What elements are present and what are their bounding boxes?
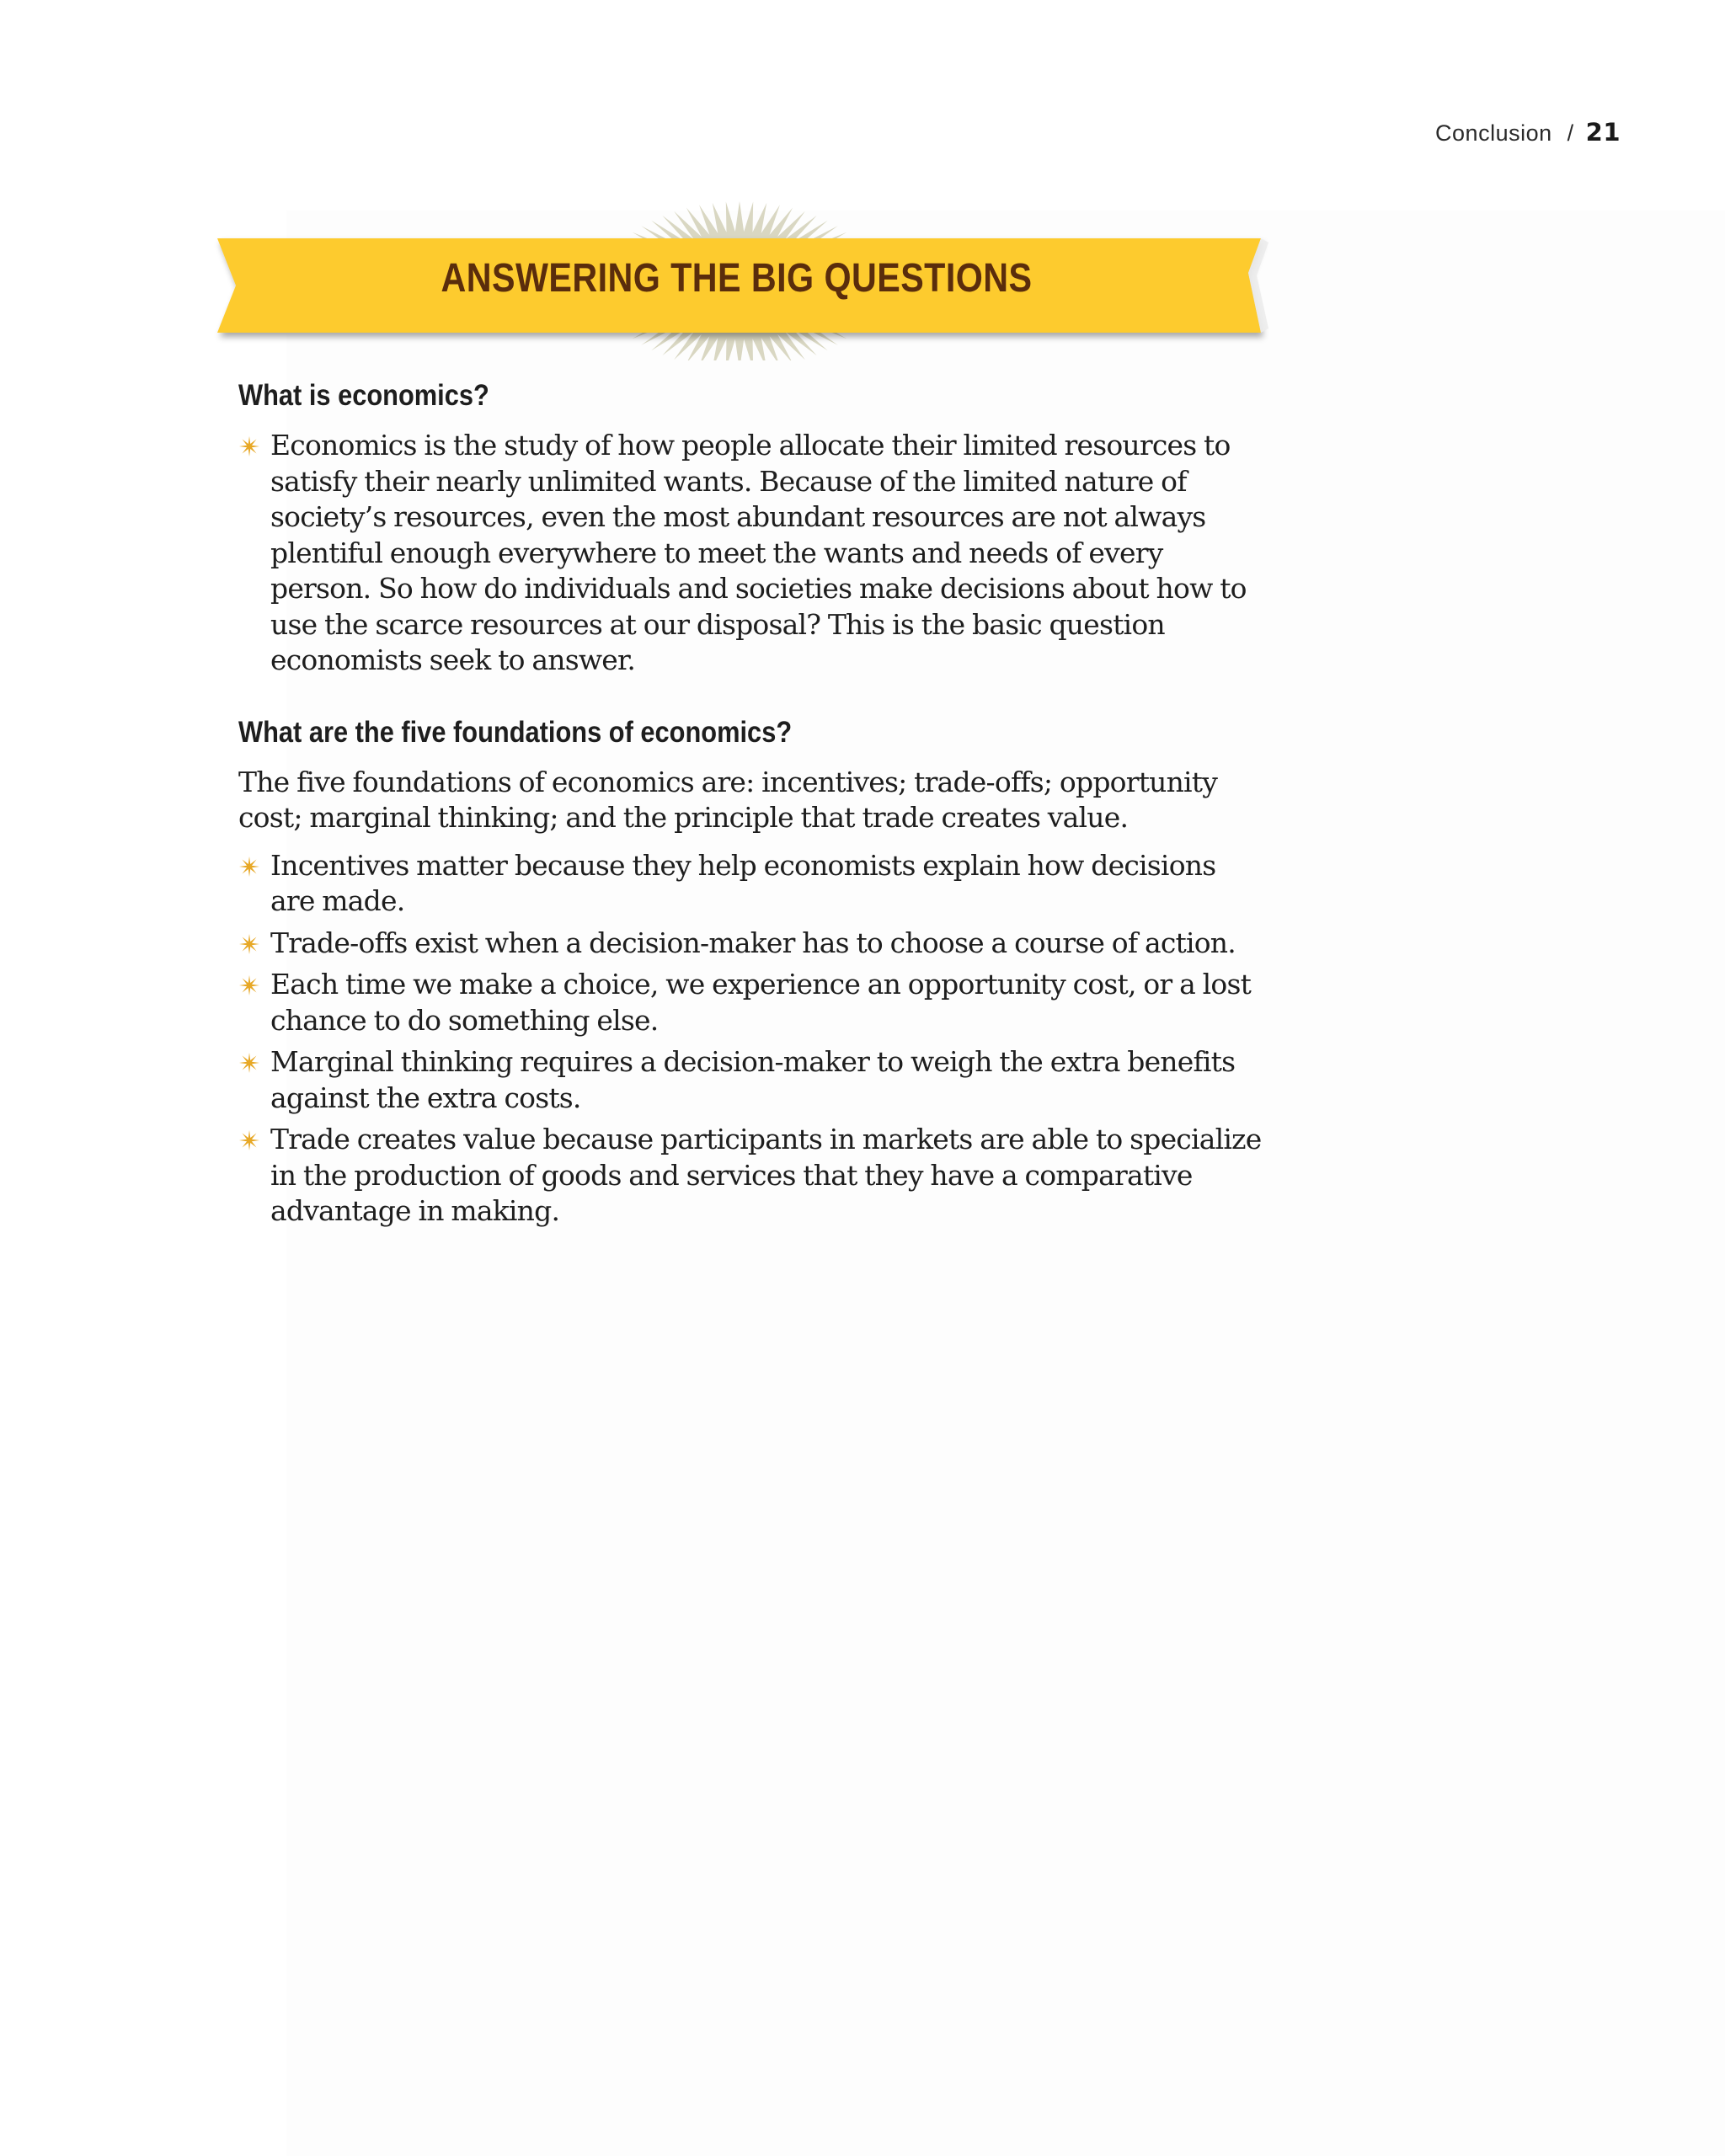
section-paragraph: The five foundations of economics are: incentives; trade-offs; opportunity cost; marginal thinking; and the principle that trade creates value.	[238, 765, 1218, 834]
section-heading: What is economics?	[238, 379, 489, 412]
list-item-text: Economics is the study of how people allocate their limited resources to satisfy their nearly unlimited wants. Because of the limited nature of society’s resources, even the most abundant resources are not always plentiful enough everywhere to meet the wants and needs of every person. So how do individuals and societies make decisions about how to use the scarce resources at our disposal? This is the basic question economists seek to answer.	[270, 429, 1247, 676]
list-item	[238, 1044, 1266, 1116]
list-item	[238, 848, 1266, 920]
star-burst-icon	[238, 856, 260, 878]
bullet-list	[238, 848, 1266, 1230]
page-number: 21	[1585, 118, 1621, 147]
list-item	[238, 967, 1266, 1038]
star-burst-icon	[238, 974, 260, 996]
star-burst-icon	[238, 933, 260, 955]
section-heading: What are the five foundations of economics?	[238, 715, 793, 749]
list-item	[238, 428, 1266, 679]
running-head	[1435, 118, 1621, 147]
list-item-text: Incentives matter because they help economists explain how decisions are made.	[270, 848, 1216, 917]
main-content	[238, 376, 1266, 1235]
star-burst-icon	[238, 1129, 260, 1151]
list-item	[238, 926, 1266, 962]
banner-title: ANSWERING THE BIG QUESTIONS	[441, 256, 1033, 301]
section-what-is-economics	[238, 376, 1266, 679]
section-banner	[212, 192, 1274, 360]
list-item-text: Each time we make a choice, we experience an opportunity cost, or a lost chance to do something else.	[270, 968, 1252, 1037]
list-item-text: Trade-offs exist when a decision-maker has to choose a course of action.	[270, 926, 1236, 959]
star-burst-icon	[238, 435, 260, 457]
bullet-list	[238, 428, 1266, 679]
running-head-section: Conclusion	[1435, 120, 1552, 146]
list-item-text: Trade creates value because participants in markets are able to specialize in the production of goods and services that they have a comparative advantage in making.	[270, 1123, 1262, 1227]
list-item	[238, 1122, 1266, 1230]
running-head-separator: /	[1567, 120, 1574, 146]
section-five-foundations	[238, 712, 1266, 1230]
list-item-text: Marginal thinking requires a decision-maker to weigh the extra benefits against the extra costs.	[270, 1045, 1236, 1114]
star-burst-icon	[238, 1052, 260, 1074]
